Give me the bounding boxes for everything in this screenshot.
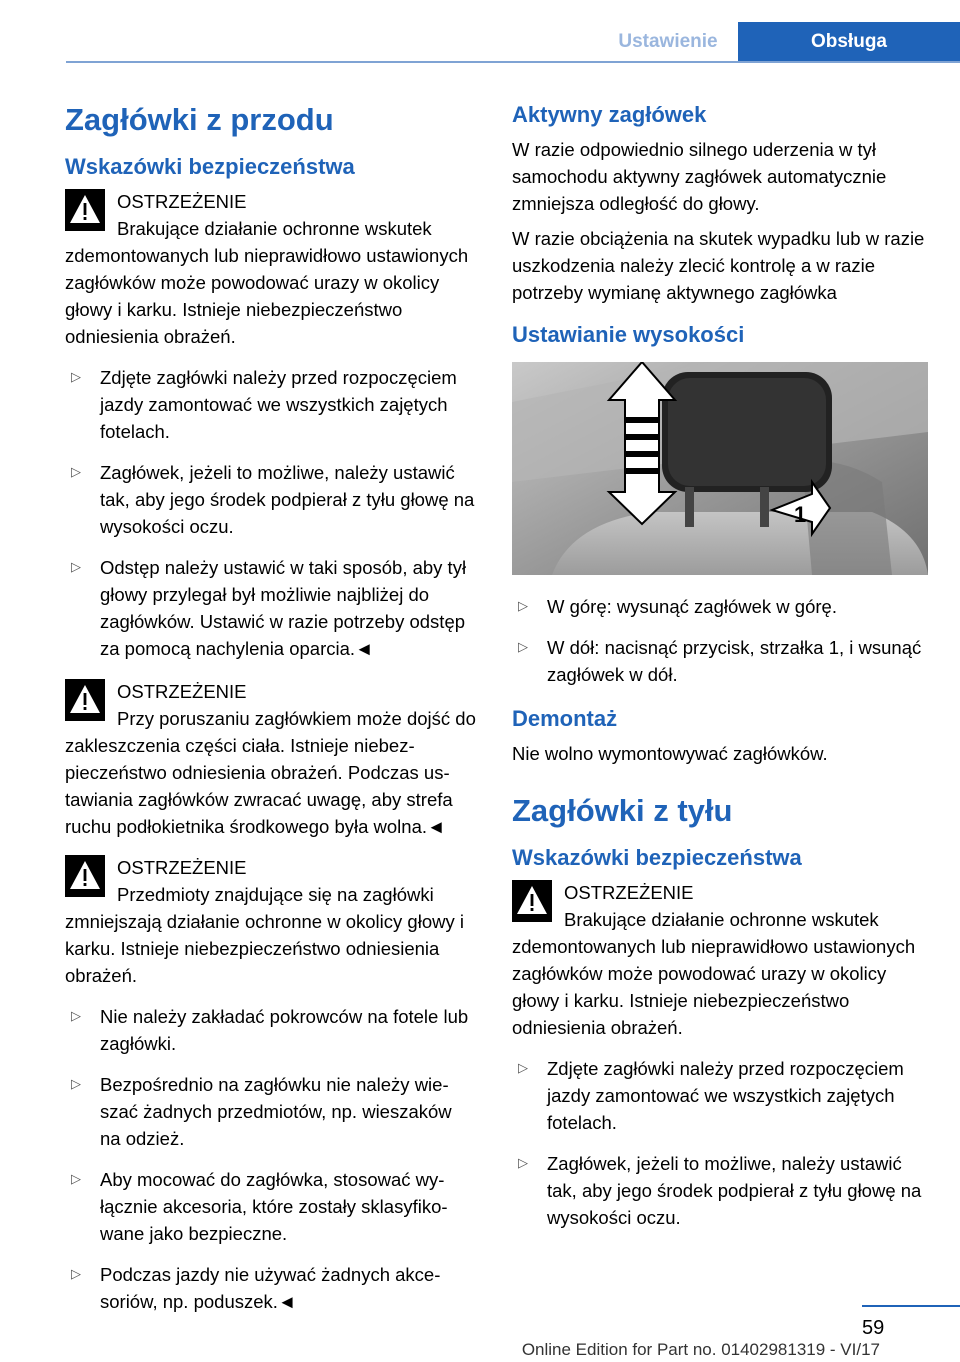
subsection-title-safety: Wskazówki bezpieczeństwa [65,154,355,179]
paragraph: W razie odpowiednio silnego uderzenia w tył samochodu aktywny zagłówek automatycznie zmniejsza odległość do głowy. [512,139,887,214]
right-column [512,100,928,1247]
list-item-text: Aby mocować do zagłówka, stosować wyłącznie akcesoria, które zostały sklasyfikowane jako bezpieczne. [100,1169,448,1244]
warning-text: Brakujące działanie ochronne wskutek zdemontowanych lub nieprawidłowo ustawionych zagłówków może powodować urazy w okolicy głowy i karku. Istnieje niebezpieczeństwo odniesienia obrażeń. [512,909,916,1038]
list-item [65,554,477,662]
section-title-rear-headrests: Zagłówki z tyłu [512,793,733,828]
list-item-text: Zagłówek, jeżeli to możliwe, należy ustawić tak, aby jego środek podpierał z tyłu głowę na wysokości oczu. [547,1153,922,1228]
bullet-triangle-icon: ▷ [518,639,528,654]
bullet-triangle-icon: ▷ [71,1266,81,1281]
bullet-triangle-icon: ▷ [518,1060,528,1075]
paragraph: W razie obciążenia na skutek wypadku lub w razie uszkodzenia należy zlecić kontrolę a w razie potrzeby wymianę aktywnego zagłówka [512,228,925,303]
bullet-triangle-icon: ▷ [71,369,81,384]
header-tab-ustawienie[interactable]: Ustawienie [618,31,718,52]
bullet-triangle-icon: ▷ [71,1076,81,1091]
footer-rule [862,1305,960,1307]
warning-triangle-icon [65,855,105,897]
warning-block [65,188,477,350]
bullet-list [65,364,477,662]
list-item [65,1166,477,1247]
list-item-text: W górę: wysunąć zagłówek w górę. [547,596,837,617]
list-item [512,634,928,688]
warning-title: OSTRZEŻENIE [117,857,247,878]
list-item [512,593,928,620]
warning-text: Przedmioty znajdujące się na zagłówki zmniejszają działanie ochronne w okolicy głowy i karku. Istnieje niebezpieczeństwo odniesienia obrażeń. [65,884,464,986]
bullet-triangle-icon: ▷ [518,598,528,613]
list-item [65,1071,477,1152]
warning-title: OSTRZEŻENIE [117,191,247,212]
paragraph: Nie wolno wymontowywać zagłówków. [512,743,828,764]
warning-text: Przy poruszaniu zagłówkiem może dojść do zakleszczenia części ciała. Istnieje niebezpieczeństwo odniesienia obrażeń. Podczas ustawiania zagłówków zwracać uwagę, aby strefa ruchu podłokietnika środkowego była wolna.◄ [65,708,476,837]
list-item-text: Zdjęte zagłówki należy przed rozpoczęciem jazdy zamontować we wszystkich zajętych fotelach. [100,367,457,442]
figure-callout-1: 1 [794,502,807,527]
warning-triangle-icon [65,189,105,231]
list-item-text: Odstęp należy ustawić w taki sposób, aby tył głowy przylegał był możliwie najbliżej do zagłówków. Ustawić w razie potrzeby odstęp za pomocą nachylenia oparcia.◄ [100,557,467,659]
list-item-text: W dół: nacisnąć przycisk, strzałka 1, i wsunąć zagłówek w dół. [547,637,922,685]
left-column [65,100,477,1331]
list-item [512,1055,928,1136]
warning-title: OSTRZEŻENIE [117,681,247,702]
bullet-triangle-icon: ▷ [518,1155,528,1170]
list-item [65,1003,477,1057]
list-item-text: Zagłówek, jeżeli to możliwe, należy ustawić tak, aby jego środek podpierał z tyłu głowę na wysokości oczu. [100,462,475,537]
bullet-triangle-icon: ▷ [71,1008,81,1023]
list-item [65,459,477,540]
bullet-triangle-icon: ▷ [71,1171,81,1186]
section-title-front-headrests: Zagłówki z przodu [65,102,334,137]
warning-title: OSTRZEŻENIE [564,882,694,903]
subsection-title-removal: Demontaż [512,706,618,731]
bullet-triangle-icon: ▷ [71,464,81,479]
headrest-height-illustration [512,362,928,575]
header-rule [66,61,960,63]
list-item-text: Zdjęte zagłówki należy przed rozpoczęciem jazdy zamontować we wszystkich zajętych fotelach. [547,1058,904,1133]
list-item-text: Podczas jazdy nie używać żadnych akcesoriów, np. poduszek.◄ [100,1264,441,1312]
warning-triangle-icon [512,880,552,922]
warning-block [512,879,928,1041]
bullet-triangle-icon: ▷ [71,559,81,574]
list-item-text: Bezpośrednio na zagłówku nie należy wieszać żadnych przedmiotów, np. wieszaków na odzież. [100,1074,452,1149]
list-item [512,1150,928,1231]
list-item [65,364,477,445]
subsection-title-safety-rear: Wskazówki bezpieczeństwa [512,845,802,870]
page-number: 59 [862,1317,885,1339]
list-item [65,1261,477,1315]
warning-text: Brakujące działanie ochronne wskutek zdemontowanych lub nieprawidłowo ustawionych zagłówków może powodować urazy w okolicy głowy i karku. Istnieje niebezpieczeństwo odniesienia obrażeń. [65,218,469,347]
subsection-title-height: Ustawianie wysokości [512,322,745,347]
list-item-text: Nie należy zakładać pokrowców na fotele lub zagłówki. [100,1006,469,1054]
header-tab-obsluga[interactable]: Obsługa [738,22,960,62]
bullet-list [65,1003,477,1315]
warning-block [65,854,477,989]
bullet-list [512,593,928,688]
bullet-list [512,1055,928,1231]
edition-note: Online Edition for Part no. 01402981319 - VI/17 [521,1340,880,1359]
warning-block [65,678,477,840]
warning-triangle-icon [65,679,105,721]
subsection-title-active-headrest: Aktywny zagłówek [512,102,707,127]
